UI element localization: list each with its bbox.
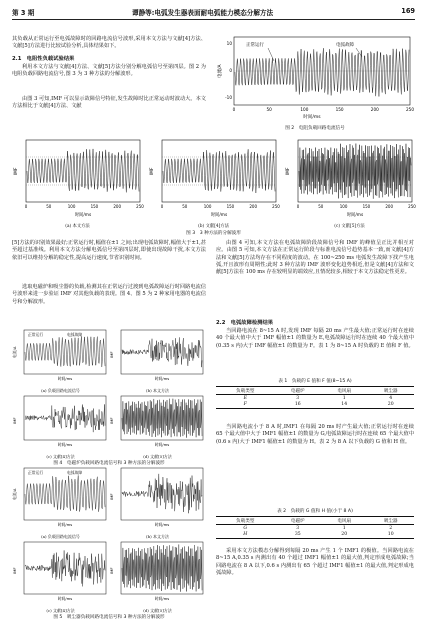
x-tick-label: 50 [266,107,272,112]
figure-3 [12,137,415,235]
figure-3-xlabel: 时间/ms [74,213,92,218]
x-tick-label: 150 [362,204,371,209]
x-axis-label: 时间/ms [57,376,73,381]
x-axis-label: 时间/ms [154,596,170,601]
fig5-subcaption: (a) 负载回路电流信号 [41,534,80,539]
table-cell: 14 [321,401,367,408]
x-tick-label: 100 [203,204,212,209]
x-tick-label: 150 [90,204,99,209]
x-axis-label: 时间/ms [154,522,170,527]
section-2-1-paragraph: 利用本文方法与文献[4]方法、文献[5]方法分别分解电弧信号至第四层。图 2 为电阻负载回路电流信号,图 3 为 3 种方法的分解波形。 [12,64,206,78]
fig5-plot [12,466,109,530]
y-axis-label: 电流/A [12,488,17,500]
table-cell: F [216,401,275,408]
label-normal: 正常运行 [28,332,44,337]
waveform [25,475,105,511]
figure-2-caption: 图 2 电阻负载回路电流信号 [285,126,345,131]
figure-3-panel [148,137,279,229]
figure-5 [12,466,206,620]
x-tick-label: 100 [67,204,76,209]
table-cell: 10 [367,531,414,538]
figure-2-label-fault: 电弧故障 [336,43,354,48]
fig5-subcaption: (c) 文献[4]方法 [46,608,75,613]
page-header [12,7,415,20]
section-2-2-paragraph-3: 采用本文方法模态分解得到每隔 20 ms 产生 1 个 IMF1 的极值。当回路电流在 8~15 A,0.35 s 内测出有 40 个超过 IMF1 幅值±1 的最大值,判定形成电弧故障;当回路电流在 8 A 以下,0.6 s 内测出有 65 个超过 IMF1 幅值±1 的最大值,判定形成电弧故障。 [216,548,414,576]
fig5-panel [109,540,206,614]
waveform [122,544,202,591]
label-fault: 电弧故障 [67,470,83,475]
figure-3-caption: 图 3 3 种方法的分解波形 [186,231,241,236]
table-2-grid [216,516,414,539]
fig4-panel [12,394,109,460]
fig4-subcaption: (d) 文献[5]方法 [143,454,172,459]
figure-3-panel [284,137,415,229]
figure-5-caption: 图 5 吸尘器负载回路电流信号和 3 种方法的分解波形 [53,615,165,620]
y-axis-label: IMF [12,567,17,574]
fig4-subcaption: (a) 负载回路电流信号 [41,388,80,393]
waveform [25,550,105,586]
x-axis-label: 时间/ms [57,596,73,601]
x-tick-label: 200 [113,204,122,209]
x-tick-label: 250 [406,107,414,112]
figure-3-subcaption: (b) 文献[4]方法 [198,224,229,229]
fig4-plot [12,328,109,384]
fig4-subcaption: (c) 文献[4]方法 [46,454,75,459]
table-row [216,531,414,538]
y-tick-label: 0 [229,68,232,73]
table-cell: E [243,395,247,401]
y-tick-label: 10 [226,41,232,46]
x-tick-label: 150 [226,204,235,209]
fig5-plot [12,540,109,604]
fig4-panel [109,328,206,394]
figure-3-xlabel: 时间/ms [346,213,364,218]
x-tick-label: 250 [272,204,280,209]
y-axis-label: IMF [109,493,114,500]
figure-2-ylabel: 电流/A [218,64,223,78]
figure-4 [12,328,206,466]
table-header-cell: 负载类型 [216,387,275,395]
waveform [122,399,202,438]
left-paragraph-continued: [5]方法的识别效果最好;正常运行时,幅值在±1 之间;出现电弧故障时,幅值大于±1,甚至超过基准线。利用本文方法分解电弧信号至第四层时,即使出现故障干扰,本文方法依旧可以维持分解的稳定性,提高运行速度,节省识别时间。 [12,240,206,261]
table-row [216,525,414,532]
table-1-caption: 表 1 负载的 E 值和 F 值(8~15 A) [278,379,352,384]
table-cell: 1 [342,395,346,401]
figure-3-plot [284,137,415,219]
figure-2 [216,33,414,130]
section-2-1-heading: 2.1 电阻性负载试验结果 [12,56,75,62]
table-header-cell: 电风扇 [321,387,367,395]
figure-3-panel [12,137,143,229]
fig4-plot [109,328,206,384]
x-axis-label: 时间/ms [154,442,170,447]
figure-3-ylabel: IMF [150,167,155,175]
figure-3-plot [12,137,143,219]
y-axis-label: IMF [109,417,114,424]
fig4-panel [12,328,109,394]
table-header-cell: 电磁炉 [275,387,321,395]
figure-2-xlabel: 时间/ms [303,115,321,120]
table-row [216,395,414,402]
label-fault: 电弧故障 [67,332,83,337]
x-axis-label: 时间/ms [154,376,170,381]
imf-waveform [299,144,411,199]
table-cell: 4 [389,395,393,401]
section-2-1-paragraph-2: 由图 3 可知,IMF 可以显示故障信号特征,发生故障时比正常运动时波动大。本文方法相比于文献[4]方法、文献 [12,96,206,110]
waveform [25,336,105,367]
table-cell: 20 [321,531,367,538]
journal-issue: 第 3 期 [12,9,35,17]
table-cell: 20 [367,401,414,408]
label-normal: 正常运行 [28,470,44,475]
x-tick-label: 0 [160,204,164,209]
table-row [216,401,414,408]
waveform [122,337,202,367]
x-tick-label: 250 [136,204,144,209]
x-tick-label: 200 [385,204,394,209]
x-tick-label: 50 [46,204,52,209]
table-header-row [216,517,414,525]
fig5-panel [109,466,206,540]
y-axis-label: 电流/A [12,346,17,358]
x-tick-label: 200 [249,204,258,209]
fig5-plot [109,540,206,604]
table-cell: 35 [275,531,321,538]
waveform [25,404,105,432]
right-paragraph-analysis: 由图 4 可知,本文方法在电弧故障阶段故障信号和 IMF 的峰值呈正比并相互对应。由图 5 可知,本文方法在正常运行阶段与标准电流信号趋势基本一致,而文献[4]方法和文献[5]方法均存在不同程度的波动。在 100~250 ms 电弧发生故障下找产生电弧,开且波形有周期性;此时 3 种方法的 IMF 波形变化趋势相近,但是文献[4]方法和文献[5]方法在 100 ms 存在较明显的端效应,且情况较多,相较于本文方法稳定性更差。 [216,240,414,276]
y-axis-label: IMF [109,351,114,358]
table-cell: 3 [296,525,300,531]
y-axis-label: IMF [109,567,114,574]
running-title: 谭静等:电弧发生器表面耐电弧能力模态分解方法 [132,9,274,17]
figure-3-ylabel: IMF [286,167,291,175]
figure-3-plot [148,137,279,219]
section-2-2-paragraph-1: 当回路电流在 8~15 A 时,发现 IMF 每隔 20 ms 产生最大值;正常运行时在连续 40 个最大值中大于 IMF 幅值±1 的数量为 E,电弧故障运行时在连续 40 个最大值中(0.35 s 内)大于 IMF 幅值±1 的数量为 F。表 1 为 8~15 A 时负载的 E 值和 F 值。 [216,328,414,349]
table-cell: G [243,525,248,531]
page-number: 169 [401,7,415,15]
fig5-subcaption: (d) 文献[5]方法 [143,608,172,613]
x-axis-label: 时间/ms [57,442,73,447]
figure-4-caption: 图 4 电磁炉负载回路电流信号和 3 种方法的分解波形 [53,461,165,466]
fig4-panel [109,394,206,460]
x-tick-label: 50 [318,204,324,209]
figure-2-plot [216,33,414,121]
section-2-2-heading: 2.2 电弧故障检测结果 [216,320,274,326]
table-cell: 16 [275,401,321,408]
figure-3-subcaption: (c) 文献[5]方法 [334,224,365,229]
table-header-cell: 吸尘器 [367,517,414,525]
figure-3-subcaption: (a) 本文方法 [65,224,90,229]
fig4-plot [109,394,206,450]
x-tick-label: 50 [182,204,188,209]
figure-2-label-normal: 正常运行 [246,43,264,48]
fig4-subcaption: (b) 本文方法 [146,388,169,393]
x-tick-label: 200 [370,107,379,112]
table-1-grid [216,386,414,409]
left-paragraph-loads: 选取电磁炉和吸尘器的负载,检测其在正常运行过渡到电弧故障运行时回路电流信号波形来进一步验证 IMF 对其他负载的表现。图 4、图 5 为 2 种家用电器的电流信号和分解波形。 [12,284,206,305]
waveform [122,474,202,513]
x-tick-label: 0 [24,204,28,209]
x-tick-label: 0 [296,204,300,209]
table-2-caption: 表 2 负载的 G 值和 H 值(小于 8 A) [277,509,353,514]
fig4-plot [12,394,109,450]
imf-waveform [27,149,139,193]
intro-paragraph: 其负载从正常运行至电弧故障时的回路电流信号波形,采用本文方法与文献[4]方法、文献[5]方法进行比较试验分析,具体结果如下。 [12,36,206,50]
table-1 [216,378,414,409]
x-tick-label: 150 [335,107,344,112]
x-tick-label: 100 [300,107,309,112]
table-2 [216,508,414,539]
section-2-2-paragraph-2: 当回路电流小于 8 A 时,IMF1 在每隔 20 ms 时产生最大值;正常运行时在连续 65 个最大值中大于 IMF1 幅值±1 的数量为 G,电弧故障运行时在连续 65 个最大值中(0.6 s 内)大于 IMF1 幅值±1 的数量为 H。表 2 为 8 A 以下负载的 G 值和 H 值。 [216,424,414,445]
table-cell: H [216,531,275,538]
table-header-cell: 吸尘器 [367,387,414,395]
table-cell: 1 [342,525,346,531]
x-tick-label: 250 [408,204,416,209]
x-tick-label: 100 [339,204,348,209]
table-header-cell: 负载类型 [216,517,275,525]
fig5-subcaption: (b) 本文方法 [146,534,169,539]
y-axis-label: IMF [12,417,17,424]
x-axis-label: 时间/ms [57,522,73,527]
imf-waveform [163,149,275,193]
table-header-cell: 电磁炉 [275,517,321,525]
x-tick-label: 0 [232,107,236,112]
table-cell: 3 [296,395,300,401]
table-cell: 2 [389,525,393,531]
table-header-row [216,387,414,395]
fig5-panel [12,540,109,614]
table-header-cell: 电风扇 [321,517,367,525]
figure-3-ylabel: IMF [14,167,19,175]
fig5-plot [109,466,206,530]
fig5-panel [12,466,109,540]
y-tick-label: -10 [225,95,232,100]
figure-3-xlabel: 时间/ms [210,213,228,218]
